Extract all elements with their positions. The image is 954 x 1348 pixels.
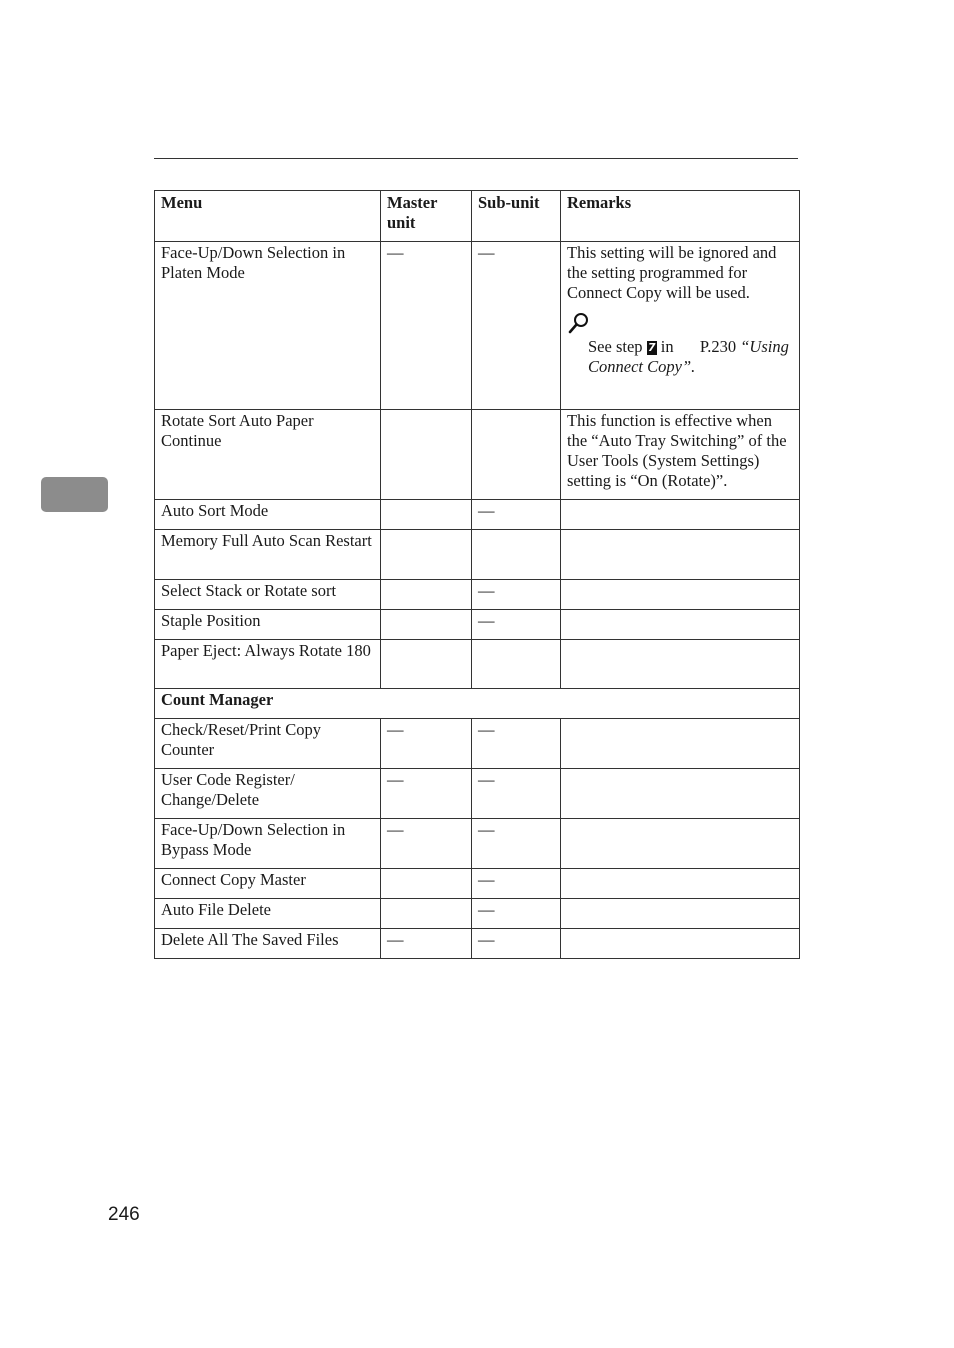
reference-prefix: See step xyxy=(588,337,643,356)
master-cell: — xyxy=(381,719,472,769)
header-sub-unit: Sub-unit xyxy=(472,191,561,242)
sub-cell: — xyxy=(472,500,561,530)
header-master-unit: Master unit xyxy=(381,191,472,242)
table-row xyxy=(155,530,800,580)
reference-mid: in xyxy=(660,337,674,356)
master-cell xyxy=(381,869,472,899)
step-number-badge: 7 xyxy=(647,341,656,354)
remarks-cell xyxy=(561,929,800,959)
section-row xyxy=(155,689,800,719)
master-cell xyxy=(381,500,472,530)
sub-cell: — xyxy=(472,719,561,769)
sub-cell: — xyxy=(472,769,561,819)
master-cell xyxy=(381,899,472,929)
settings-table xyxy=(154,190,800,959)
sub-cell: — xyxy=(472,929,561,959)
header-rule xyxy=(154,158,798,159)
remarks-cell xyxy=(561,610,800,640)
remarks-cell xyxy=(561,500,800,530)
reference-page[interactable]: P.230 xyxy=(699,337,737,356)
remarks-cell xyxy=(561,530,800,580)
remarks-cell xyxy=(561,819,800,869)
sub-cell xyxy=(472,410,561,500)
sub-cell: — xyxy=(472,580,561,610)
chapter-tab xyxy=(41,477,108,512)
remarks-cell xyxy=(561,242,800,410)
master-cell xyxy=(381,640,472,689)
sub-cell: — xyxy=(472,899,561,929)
master-cell xyxy=(381,530,472,580)
remarks-cell xyxy=(561,899,800,929)
magnifier-icon xyxy=(567,311,591,335)
header-remarks: Remarks xyxy=(561,191,800,242)
table-row xyxy=(155,410,800,500)
reference-title[interactable]: “Using Connect Copy”. xyxy=(588,337,789,376)
master-cell xyxy=(381,610,472,640)
table-row xyxy=(155,500,800,530)
remarks-cell xyxy=(561,769,800,819)
table-row xyxy=(155,869,800,899)
remarks-cell xyxy=(561,580,800,610)
menu-cell: Delete All The Saved Files xyxy=(155,929,381,959)
header-menu: Menu xyxy=(155,191,381,242)
menu-cell: Rotate Sort Auto Paper Continue xyxy=(155,410,381,500)
sub-cell: — xyxy=(472,610,561,640)
master-cell: — xyxy=(381,929,472,959)
table-row xyxy=(155,769,800,819)
menu-cell: User Code Register/ Change/Delete xyxy=(155,769,381,819)
sub-cell xyxy=(472,640,561,689)
master-cell: — xyxy=(381,242,472,410)
remarks-text: This setting will be ignored and the setting programmed for Connect Copy will be used. xyxy=(567,243,777,302)
menu-cell: Face-Up/Down Selection in Platen Mode xyxy=(155,242,381,410)
master-cell: — xyxy=(381,769,472,819)
section-label-count-manager: Count Manager xyxy=(155,689,800,719)
menu-cell: Connect Copy Master xyxy=(155,869,381,899)
header-row xyxy=(155,191,800,242)
table-row xyxy=(155,610,800,640)
menu-cell: Auto Sort Mode xyxy=(155,500,381,530)
remarks-cell: This function is effective when the “Auto Tray Switching” of the User Tools (System Settings) setting is “On (Rotate)”. xyxy=(561,410,800,500)
remarks-cell xyxy=(561,719,800,769)
table-row xyxy=(155,640,800,689)
reference-line xyxy=(588,337,794,377)
menu-cell: Auto File Delete xyxy=(155,899,381,929)
table-row xyxy=(155,242,800,410)
menu-cell: Check/Reset/Print Copy Counter xyxy=(155,719,381,769)
menu-cell: Memory Full Auto Scan Restart xyxy=(155,530,381,580)
menu-cell: Face-Up/Down Selection in Bypass Mode xyxy=(155,819,381,869)
master-cell: — xyxy=(381,819,472,869)
table-row xyxy=(155,929,800,959)
table-row xyxy=(155,719,800,769)
sub-cell: — xyxy=(472,242,561,410)
menu-cell: Staple Position xyxy=(155,610,381,640)
sub-cell xyxy=(472,530,561,580)
menu-cell: Paper Eject: Always Rotate 180 xyxy=(155,640,381,689)
master-cell xyxy=(381,410,472,500)
page-number: 246 xyxy=(108,1204,140,1225)
sub-cell: — xyxy=(472,869,561,899)
menu-cell: Select Stack or Rotate sort xyxy=(155,580,381,610)
table-row xyxy=(155,819,800,869)
table-row xyxy=(155,899,800,929)
master-cell xyxy=(381,580,472,610)
table-row xyxy=(155,580,800,610)
remarks-cell xyxy=(561,869,800,899)
remarks-cell xyxy=(561,640,800,689)
sub-cell: — xyxy=(472,819,561,869)
